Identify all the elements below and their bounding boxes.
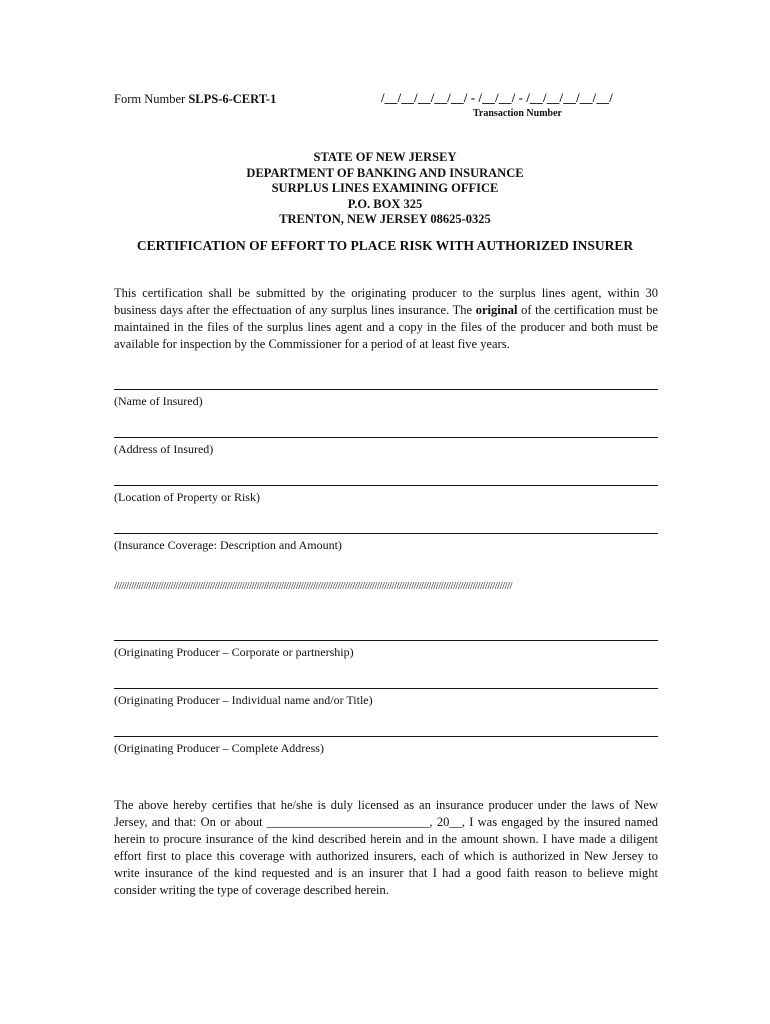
header-line-pobox: P.O. BOX 325 [347,196,423,211]
name-of-insured-line[interactable] [114,389,658,390]
form-number-prefix: Form Number [114,92,189,106]
insurance-coverage-line[interactable] [114,533,658,534]
intro-bold-original: original [475,303,518,317]
transaction-number-slots[interactable]: /__/__/__/__/__/ - /__/__/ - /__/__/__/__/__/ [381,91,613,105]
document-title: CERTIFICATION OF EFFORT TO PLACE RISK WITH AUTHORIZED INSURER [136,238,634,253]
producer-address-line[interactable] [114,736,658,737]
producer-individual-line[interactable] [114,688,658,689]
form-number-code: SLPS-6-CERT-1 [188,92,277,106]
header-line-department: DEPARTMENT OF BANKING AND INSURANCE [246,165,524,180]
location-of-risk-label: (Location of Property or Risk) [114,490,260,504]
location-of-risk-line[interactable] [114,485,658,486]
producer-corporate-label: (Originating Producer – Corporate or partnership) [114,645,354,659]
form-number [114,92,276,107]
intro-text-b: of the certification must be maintained in the files of the surplus lines agent and a copy in the files of the producer and both must be available for inspection by the Commissioner for a period of at least five years. [114,303,658,351]
transaction-number-label: Transaction Number [473,108,562,119]
header-line-state: STATE OF NEW JERSEY [313,150,457,164]
insurance-coverage-label: (Insurance Coverage: Description and Amount) [114,538,342,552]
producer-address-label: (Originating Producer – Complete Address) [114,741,324,755]
producer-corporate-line[interactable] [114,640,658,641]
name-of-insured-label: (Name of Insured) [114,394,203,408]
intro-text-a: This certification shall be submitted by the originating producer to the surplus lines agent, within 30 business days after the effectuation of any surplus lines insurance. The [114,286,658,317]
slash-separator: ////////////////////////////////////////////////////////////////////////////////////////////////////////////////////////////////////////////////////////////////// [114,580,512,592]
intro-paragraph [114,285,658,353]
address-of-insured-label: (Address of Insured) [114,442,214,456]
header-line-city: TRENTON, NEW JERSEY 08625-0325 [279,212,491,226]
agency-header [0,150,770,228]
header-line-office: SURPLUS LINES EXAMINING OFFICE [271,181,499,195]
certification-paragraph: The above hereby certifies that he/she is duly licensed as an insurance producer under the laws of New Jersey, and that: On or about __________________________, 20__, I was engaged by the insured named herein to procure insurance of the kind described herein and in the amount shown. I have made a diligent effort first to place this coverage with authorized insurers, each of which is authorized in New Jersey to write insurance of the kind requested and is an insurer that I had a good faith reason to believe might consider writing the type of coverage described herein. [114,798,658,897]
producer-individual-label: (Originating Producer – Individual name and/or Title) [114,693,373,707]
address-of-insured-line[interactable] [114,437,658,438]
